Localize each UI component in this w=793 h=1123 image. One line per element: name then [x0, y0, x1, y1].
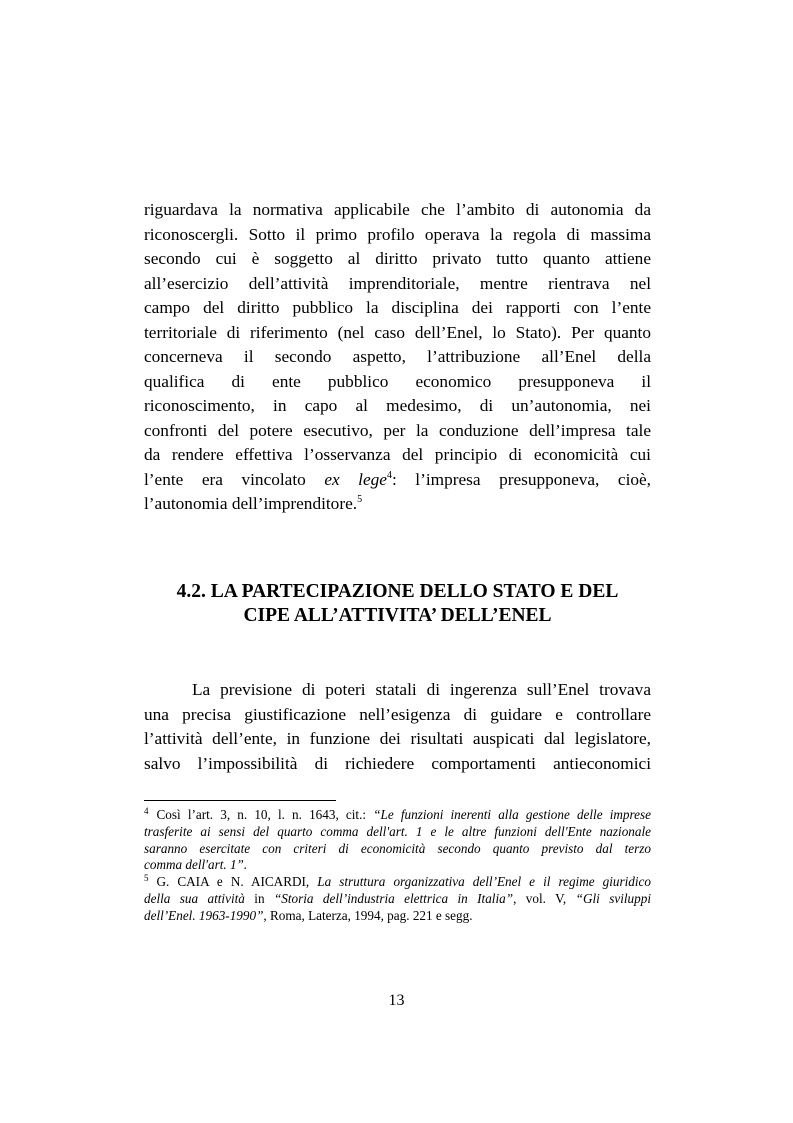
heading-line-1: 4.2. LA PARTECIPAZIONE DELLO STATO E DEL	[176, 581, 619, 602]
footnote-number: 4	[144, 807, 149, 816]
paragraph-line: territoriale di riferimento (nel caso dell’Enel, lo Stato). Per quanto	[144, 322, 651, 342]
heading-line-2: CIPE ALL’ATTIVITA’ DELL’ENEL	[243, 605, 552, 626]
paragraph-line: riconoscergli. Sotto il primo profilo operava la regola di massima	[144, 224, 651, 244]
paragraph-line: all’esercizio dell’attività imprenditoriale, mentre rientrava nel	[144, 273, 651, 293]
footnote-number: 5	[144, 874, 149, 884]
paragraph-line: concerneva il secondo aspetto, l’attribuzione all’Enel della	[144, 347, 651, 366]
page-number: 13	[388, 992, 405, 1009]
paragraph-line: La previsione di poteri statali di ingerenza sull’Enel trovava	[192, 680, 651, 699]
footnote-4: $^4$ Così l’art. 3, n. 10, l. n. 1643, cit.: “Le funzioni inerenti alla gestione delle imprese	[144, 807, 651, 822]
footnote-5-line: dell’Enel. 1963-1990”, Roma, Laterza, 1994, pag. 221 e segg.	[144, 907, 473, 923]
footnote-ref-5: 5	[357, 494, 363, 505]
footnote-5: $^5$ G. CAIA e N. AICARDI, La struttura organizzativa dell’Enel e il regime giuridico	[144, 874, 651, 890]
footnote-4-line: saranno esercitate con criteri di economicità secondo quanto previsto dal terzo	[144, 840, 651, 856]
paragraph-line: riconoscimento, in capo al medesimo, di un’autonomia, nei	[144, 396, 651, 415]
footnote-4-line: comma dell'art. 1”.	[144, 857, 248, 873]
paragraph-line-with-footnote-4: l’ente era vincolato ex lege$^4$: l’impresa presupponeva, cioè,	[144, 469, 651, 489]
body-paragraph-2	[144, 678, 651, 776]
section-heading	[144, 580, 651, 628]
footnotes	[144, 807, 651, 925]
ex-lege-italic: ex lege	[324, 469, 387, 489]
paragraph-line: una precisa giustificazione nell’esigenza di guidare e controllare	[144, 704, 651, 724]
paragraph-line: qualifica di ente pubblico economico presupponeva il	[144, 371, 651, 391]
paragraph-line: l’attività dell’ente, in funzione dei risultati auspicati dal legislatore,	[144, 729, 651, 748]
paragraph-line: salvo l’impossibilità di richiedere comportamenti antieconomici	[144, 753, 651, 773]
paragraph-line: riguardava la normativa applicabile che l’ambito di autonomia da	[144, 200, 651, 219]
footnote-separator	[144, 800, 336, 801]
paragraph-line: campo del diritto pubblico la disciplina dei rapporti con l’ente	[144, 298, 651, 317]
footnote-5-line: della sua attività in “Storia dell’industria elettrica in Italia”, vol. V, “Gli sviluppi	[144, 890, 651, 906]
footnote-ref-4: 4	[386, 469, 392, 481]
body-paragraph-1	[144, 198, 651, 517]
paragraph-line-with-footnote-5: l’autonomia dell’imprenditore.$^5$	[144, 494, 363, 513]
footnote-4-line: trasferite ai sensi del quarto comma dell'art. 1 e le altre funzioni dell'Ente nazionale	[144, 823, 651, 839]
paragraph-line: secondo cui è soggetto al diritto privato tutto quanto attiene	[144, 249, 651, 268]
paragraph-line: confronti del potere esecutivo, per la conduzione dell’impresa tale	[144, 420, 651, 440]
paragraph-line: da rendere effettiva l’osservanza del principio di economicità cui	[144, 445, 651, 464]
